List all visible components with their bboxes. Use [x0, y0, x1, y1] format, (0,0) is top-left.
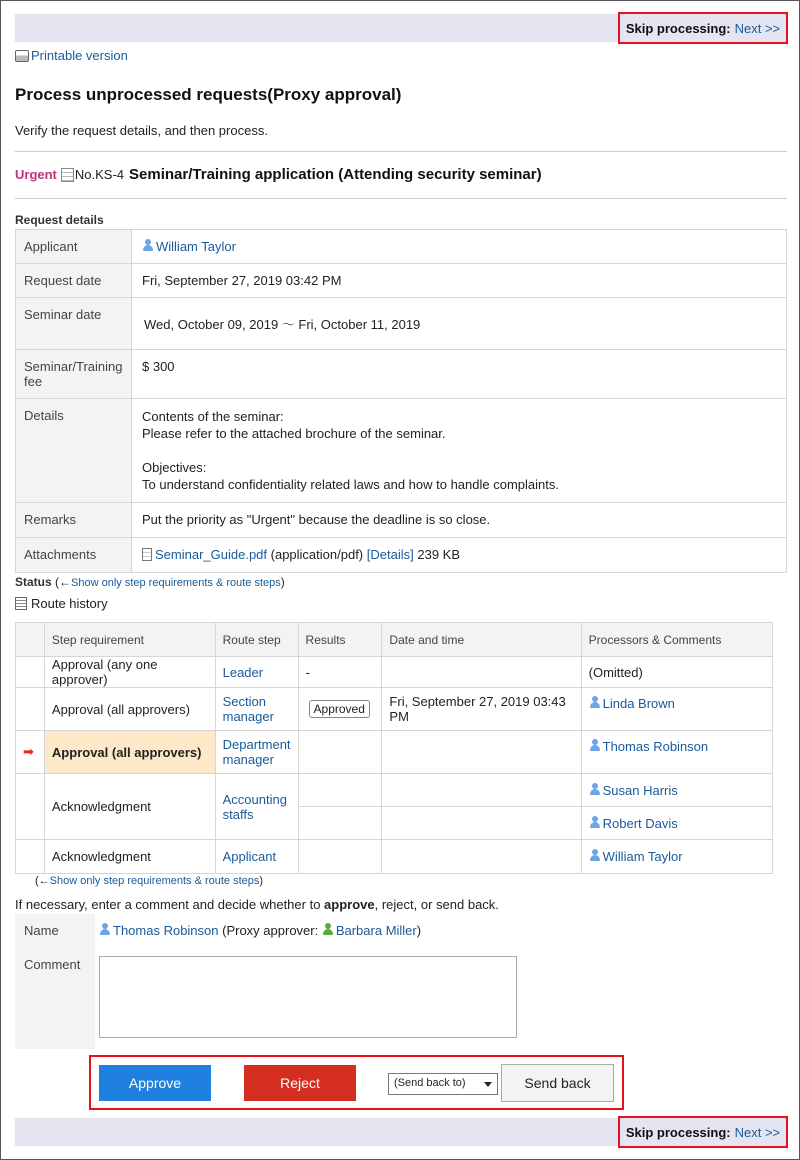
approve-button[interactable]: Approve — [99, 1065, 211, 1101]
route-header: Step requirement — [44, 623, 215, 657]
user-icon — [142, 239, 154, 252]
urgent-badge: Urgent — [15, 167, 57, 182]
step-requirement: Approval (any one approver) — [44, 657, 215, 688]
current-step-arrow-icon: ➡ — [16, 731, 45, 774]
row-fee — [16, 350, 787, 399]
processor-link[interactable]: Robert Davis — [602, 815, 678, 831]
name-label: Name — [15, 914, 95, 948]
request-details-label: Request details — [15, 213, 104, 227]
reject-button[interactable]: Reject — [244, 1065, 356, 1101]
approved-badge: Approved — [309, 700, 370, 718]
route-step — [215, 688, 298, 731]
bottom-skip-bar — [15, 1118, 787, 1146]
user-icon — [99, 923, 111, 936]
route-header: Results — [298, 623, 382, 657]
printer-icon — [15, 50, 29, 62]
details-line: To understand confidentiality related laws and how to handle complaints. — [142, 477, 559, 492]
route-step — [215, 657, 298, 688]
row-details — [16, 399, 787, 503]
processor-link[interactable]: William Taylor — [602, 849, 683, 864]
attachment-link[interactable]: Seminar_Guide.pdf — [155, 547, 268, 562]
applicant-link[interactable]: William Taylor — [156, 239, 236, 254]
user-icon — [589, 783, 601, 796]
route-history-label: Route history — [31, 596, 108, 611]
route-history — [15, 596, 108, 611]
user-icon — [589, 739, 601, 752]
route-header: Processors & Comments — [581, 623, 772, 657]
attachments-label: Attachments — [16, 538, 132, 573]
request-date-value: Fri, September 27, 2019 03:42 PM — [132, 264, 787, 298]
comment-table — [15, 914, 525, 1049]
processor — [581, 774, 772, 807]
proxy-user-icon — [322, 923, 334, 936]
row-seminar-date — [16, 298, 787, 350]
divider — [15, 198, 787, 199]
step-requirement: Acknowledgment — [44, 840, 215, 874]
row-remarks — [16, 503, 787, 538]
attachment-details-link[interactable]: [Details] — [366, 547, 414, 562]
action-buttons — [89, 1055, 624, 1110]
status-line: Status (←Show only step requirements & route steps) — [15, 575, 285, 589]
step-requirement: Approval (all approvers) — [44, 731, 215, 774]
status-label: Status — [15, 575, 52, 589]
row-comment — [15, 948, 525, 1049]
route-step-link[interactable]: Accounting staffs — [222, 791, 287, 822]
processor — [581, 807, 772, 840]
next-link[interactable]: Next >> — [734, 1124, 781, 1140]
result: - — [298, 657, 382, 688]
show-only-steps-link[interactable]: Show only step requirements & route steps — [71, 577, 281, 589]
row-name — [15, 914, 525, 948]
route-bottom-link: (←Show only step requirements & route steps) — [35, 875, 264, 887]
name-value: Thomas Robinson (Proxy approver: Barbara Miller) — [95, 914, 525, 948]
step-requirement: Approval (all approvers) — [44, 688, 215, 731]
step-requirement: Acknowledgment — [44, 774, 215, 840]
route-row — [16, 688, 773, 731]
comment-textarea[interactable] — [99, 956, 517, 1038]
page-title: Process unprocessed requests(Proxy approval) — [15, 85, 402, 104]
route-step-link[interactable]: Applicant — [222, 849, 277, 864]
row-request-date — [16, 264, 787, 298]
processor — [581, 731, 772, 774]
row-applicant — [16, 230, 787, 264]
seminar-date-value: Wed, October 09, 2019 〜 Fri, October 11, 2019 — [132, 298, 787, 350]
route-header-blank — [16, 623, 45, 657]
remarks-value: Put the priority as "Urgent" because the deadline is so close. — [132, 503, 787, 538]
send-back-to-select[interactable]: (Send back to) — [388, 1073, 498, 1095]
divider — [15, 151, 787, 152]
memo-icon — [61, 168, 74, 182]
details-line: Please refer to the attached brochure of the seminar. — [142, 426, 446, 441]
route-row — [16, 840, 773, 874]
details-line: Contents of the seminar: — [142, 409, 284, 424]
route-table — [15, 622, 773, 874]
list-icon — [15, 597, 27, 610]
date-time — [382, 657, 581, 688]
bottom-skip-box — [618, 1116, 788, 1148]
printable-version[interactable] — [15, 48, 128, 63]
route-step — [215, 731, 298, 774]
approver-link[interactable]: Thomas Robinson — [113, 923, 219, 938]
comment-label: Comment — [15, 948, 95, 1049]
request-date-label: Request date — [16, 264, 132, 298]
user-icon — [589, 816, 601, 829]
route-step-link[interactable]: Section manager — [222, 694, 274, 724]
applicant-label: Applicant — [16, 230, 132, 264]
next-link[interactable]: Next >> — [734, 20, 781, 36]
show-only-steps-link-bottom[interactable]: Show only step requirements & route steps — [49, 875, 260, 887]
attachments-value — [132, 538, 787, 573]
route-row — [16, 774, 773, 807]
request-name: Seminar/Training application (Attending security seminar) — [129, 166, 542, 183]
request-details-table — [15, 229, 787, 573]
fee-label: Seminar/Training fee — [16, 350, 132, 399]
file-icon — [142, 548, 152, 561]
route-header: Route step — [215, 623, 298, 657]
details-label: Details — [16, 399, 132, 503]
processor-link[interactable]: Susan Harris — [602, 782, 678, 798]
route-step — [215, 774, 298, 840]
attachment-size: 239 KB — [417, 547, 461, 562]
fee-value: $ 300 — [132, 350, 787, 399]
remarks-label: Remarks — [16, 503, 132, 538]
request-number: No.KS-4 — [74, 167, 125, 182]
skip-label: Skip processing: — [625, 1124, 731, 1140]
top-skip-box — [618, 12, 788, 44]
user-icon — [589, 696, 601, 709]
processor — [581, 840, 772, 874]
proxy-approver-link[interactable]: Barbara Miller — [335, 923, 417, 938]
row-attachments — [16, 538, 787, 573]
route-header: Date and time — [382, 623, 581, 657]
intro-text: Verify the request details, and then process. — [15, 123, 268, 138]
date-time: Fri, September 27, 2019 03:43 PM — [382, 688, 581, 731]
result — [298, 688, 382, 731]
route-header-row — [16, 623, 773, 657]
route-row-current — [16, 731, 773, 774]
route-row — [16, 657, 773, 688]
user-icon — [589, 849, 601, 862]
printable-version-link[interactable]: Printable version — [31, 48, 128, 63]
applicant-value — [132, 230, 787, 264]
details-value — [132, 399, 787, 503]
route-step-link[interactable]: Department manager — [222, 737, 291, 767]
comment-instruction: If necessary, enter a comment and decide whether to approve, reject, or send back. — [15, 897, 499, 912]
top-skip-bar — [15, 14, 787, 42]
send-back-button[interactable]: Send back — [501, 1064, 614, 1102]
request-title — [15, 166, 542, 183]
details-line: Objectives: — [142, 460, 207, 475]
skip-label: Skip processing: — [625, 20, 731, 36]
processor-link[interactable]: Thomas Robinson — [602, 739, 709, 754]
attachment-type: (application/pdf) — [270, 547, 364, 562]
route-step-link[interactable]: Leader — [222, 664, 264, 680]
seminar-date-label: Seminar date — [16, 298, 132, 350]
processor — [581, 688, 772, 731]
comment-value — [95, 948, 525, 1049]
route-step — [215, 840, 298, 874]
processor-link[interactable]: Linda Brown — [602, 696, 675, 711]
processor: (Omitted) — [581, 657, 772, 688]
